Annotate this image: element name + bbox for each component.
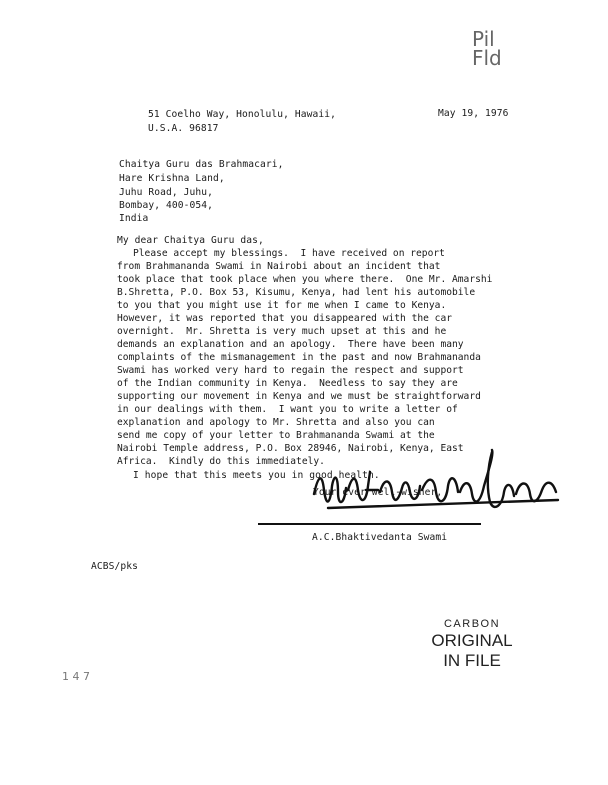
body-line: However, it was reported that you disappeared with the car <box>117 313 453 324</box>
body-line: B.Shretta, P.O. Box 53, Kisumu, Kenya, had lent his automobile <box>117 287 476 298</box>
body-line: Please accept my blessings. I have received on report <box>133 248 445 259</box>
body-line: overnight. Mr. Shretta is very much upset at this and he <box>117 326 447 337</box>
body-line: Africa. Kindly do this immediately. <box>117 456 325 467</box>
recipient-line: Bombay, 400-054, <box>119 200 214 211</box>
signature-line <box>258 523 481 525</box>
body-line: Nairobi Temple address, P.O. Box 28946, Nairobi, Kenya, East <box>117 443 464 454</box>
filing-mark-line2: Fld <box>472 46 502 70</box>
pencil-mark: 1 4 7 <box>62 670 90 683</box>
filing-mark-line1: Pil <box>472 27 495 51</box>
body-line: supporting our movement in Kenya and we must be straightforward <box>117 391 481 402</box>
body-line: to you that you might use it for me when I came to Kenya. <box>117 300 447 311</box>
valediction: Your ever well-wisher, <box>313 487 443 498</box>
body-line: took place that took place when you where there. One Mr. Amarshi <box>117 274 493 285</box>
body-line: demands an explanation and an apology. There have been many <box>117 339 464 350</box>
stamp-in-file-text: IN FILE <box>443 651 501 670</box>
body-line: Swami has worked very hard to regain the respect and support <box>117 365 464 376</box>
signatory-name: A.C.Bhaktivedanta Swami <box>312 532 448 543</box>
recipient-line: India <box>119 213 149 224</box>
closing-wish: I hope that this meets you in good health. <box>133 470 380 481</box>
body-line: in our dealings with them. I want you to write a letter of <box>117 404 458 415</box>
salutation: My dear Chaitya Guru das, <box>117 235 264 246</box>
recipient-line: Chaitya Guru das Brahmacari, <box>119 159 284 170</box>
letter-date: May 19, 1976 <box>438 108 509 119</box>
body-line: complaints of the mismanagement in the past and now Brahmananda <box>117 352 481 363</box>
body-line: of the Indian community in Kenya. Needless to say they are <box>117 378 458 389</box>
recipient-line: Juhu Road, Juhu, <box>119 187 214 198</box>
body-line: from Brahmananda Swami in Nairobi about an incident that <box>117 261 441 272</box>
carbon-original-stamp <box>422 617 522 671</box>
recipient-line: Hare Krishna Land, <box>119 173 225 184</box>
body-line: explanation and apology to Mr. Shretta and also you can <box>117 417 435 428</box>
filing-mark-stamp <box>472 27 502 70</box>
return-address-line1: 51 Coelho Way, Honolulu, Hawaii, <box>148 109 337 120</box>
stamp-carbon-text: CARBON <box>443 618 501 630</box>
reference-initials: ACBS/pks <box>91 561 139 572</box>
body-line: send me copy of your letter to Brahmananda Swami at the <box>117 430 435 441</box>
handwritten-signature <box>308 446 568 526</box>
return-address-line2: U.S.A. 96817 <box>148 123 219 134</box>
stamp-original-text: ORIGINAL <box>431 631 513 650</box>
